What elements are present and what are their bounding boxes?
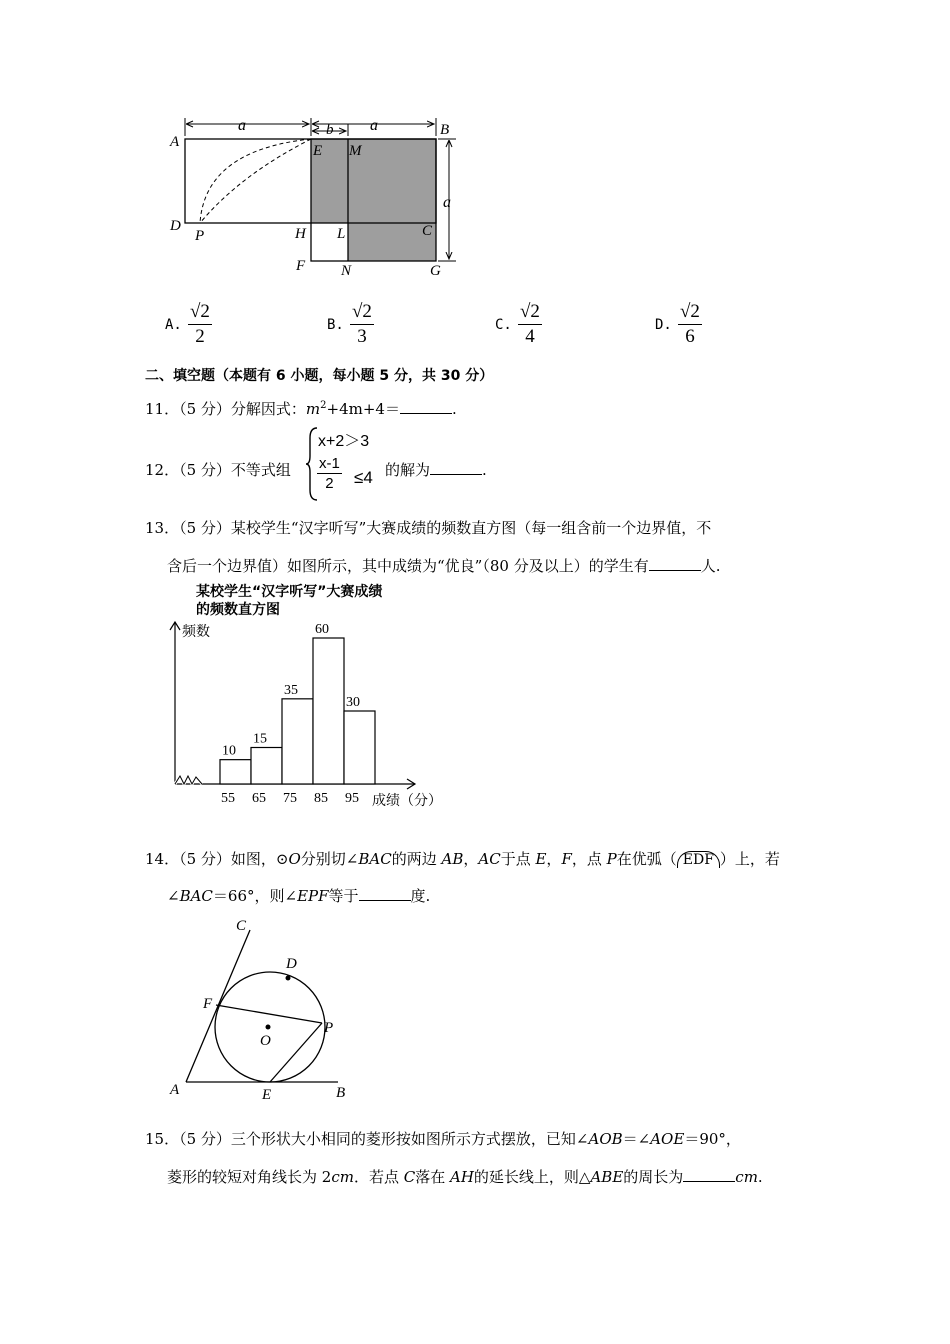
shaded-square-ebgf (311, 139, 436, 223)
geometry-figure-q10 (160, 112, 470, 282)
x-tick-label: 75 (283, 791, 297, 806)
answer-blank-13[interactable] (649, 556, 701, 571)
svg-text:A: A (170, 1082, 180, 1098)
answer-blank-14[interactable] (359, 886, 411, 901)
bar-value-label: 35 (284, 682, 298, 698)
bar-value-label: 10 (222, 743, 236, 759)
histogram-bar-95 (344, 711, 375, 784)
x-axis-label: 成绩（分） (372, 793, 442, 809)
x-tick-label: 95 (345, 791, 359, 806)
bar-value-label: 60 (315, 622, 329, 637)
svg-text:C: C (422, 223, 433, 239)
x-tick-label: 55 (221, 791, 235, 806)
svg-text:C: C (236, 918, 247, 934)
section-title-fill-in: 二、填空题（本题有 6 小题，每小题 5 分，共 30 分） (145, 368, 494, 384)
svg-text:G: G (430, 263, 441, 279)
svg-text:A: A (170, 134, 180, 150)
chart-title-line2: 的频数直方图 (196, 602, 280, 618)
svg-text:P: P (324, 1020, 334, 1036)
svg-text:E: E (262, 1087, 272, 1103)
question-11: 11．（5 分）分解因式：$m^2+4m+4=$ . (145, 400, 457, 418)
svg-text:P: P (195, 228, 205, 244)
histogram-bar-55 (220, 760, 251, 784)
point-d-dot (286, 976, 291, 981)
svg-text:b: b (326, 122, 334, 138)
histogram-bar-65 (251, 748, 282, 785)
bar-value-label: 30 (346, 695, 360, 710)
center-dot (266, 1025, 271, 1030)
histogram-bar-75 (282, 699, 313, 784)
svg-text:a: a (443, 194, 451, 211)
x-tick-label: 85 (314, 791, 328, 806)
svg-text:F: F (296, 258, 306, 274)
y-axis-label: 频数 (182, 624, 210, 640)
svg-text:E: E (313, 143, 323, 159)
chart-title-line1: 某校学生“汉字听写”大赛成绩 (196, 584, 383, 600)
answer-blank-12[interactable] (430, 460, 482, 475)
svg-text:B: B (336, 1085, 346, 1101)
x-tick-label: 65 (252, 791, 266, 806)
segment-fp (216, 1005, 322, 1023)
line-ac (186, 930, 250, 1082)
geometry-figure-q14 (160, 910, 360, 1110)
histogram-bar-85 (313, 638, 344, 784)
svg-text:F: F (203, 996, 213, 1012)
segment-ep (270, 1023, 322, 1082)
svg-text:D: D (286, 956, 297, 972)
dashed-arc-outer (200, 139, 311, 223)
svg-text:H: H (295, 226, 306, 242)
svg-text:N: N (341, 263, 352, 279)
svg-text:O: O (260, 1033, 271, 1049)
svg-text:D: D (170, 218, 181, 234)
answer-blank-11[interactable] (400, 399, 452, 414)
bar-value-label: 15 (253, 731, 267, 747)
svg-text:a: a (238, 117, 246, 134)
histogram-chart (160, 578, 460, 813)
svg-text:M: M (349, 143, 362, 159)
answer-blank-15[interactable] (683, 1167, 735, 1182)
svg-text:L: L (337, 226, 346, 242)
svg-text:B: B (440, 122, 450, 138)
svg-text:a: a (370, 117, 378, 134)
